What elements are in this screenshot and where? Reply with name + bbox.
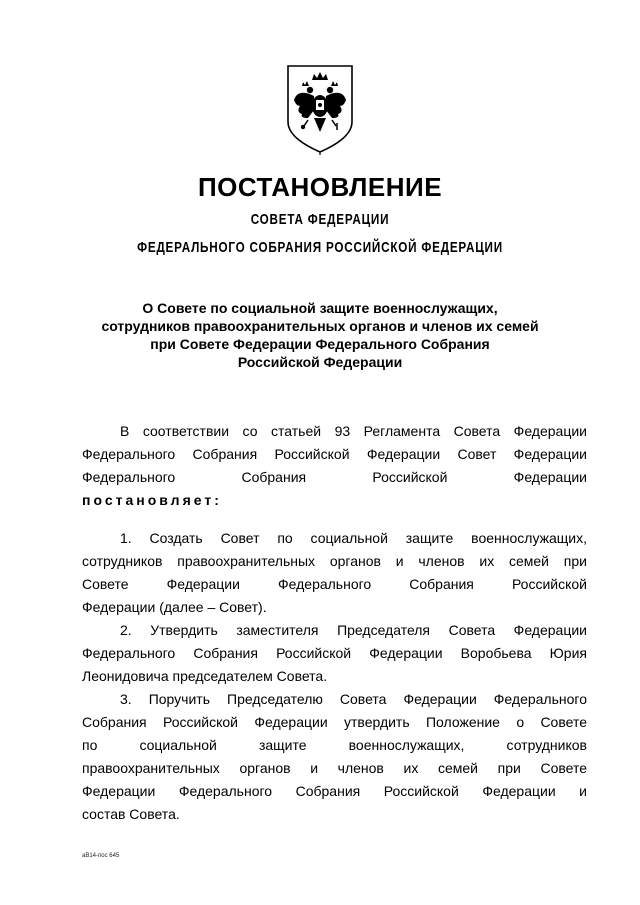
item-3-line: правоохранительных органов и членов их семей при Совете [82,760,587,776]
item-3-line: по социальной защите военнослужащих, сотрудников [82,737,587,753]
preamble-line: Федерального Собрания Российской Федерации Совет Федерации [82,446,587,462]
item-1-line: сотрудников правоохранительных органов и членов их семей при [82,553,587,569]
item-3-line: Федерации Федерального Собрания Российской Федерации и [82,783,587,799]
issuer-line-1: СОВЕТА ФЕДЕРАЦИИ [250,211,390,228]
item-2-line: Федерального Собрания Российской Федерации Воробьева Юрия [82,645,587,661]
item-2-line: 2. Утвердить заместителя Председателя Совета Федерации [120,622,587,638]
item-1-line: 1. Создать Совет по социальной защите военнослужащих, [120,530,587,546]
subject-line: О Совете по социальной защите военнослужащих, [142,300,498,316]
coat-of-arms-emblem [284,62,356,156]
document-title: ПОСТАНОВЛЕНИЕ [197,172,443,202]
issuer-line-2: ФЕДЕРАЛЬНОГО СОБРАНИЯ РОССИЙСКОЙ ФЕДЕРАЦИИ [137,239,503,256]
preamble-line: Федерального Собрания Российской Федерации [82,469,587,485]
item-2-line: Леонидовича председателем Совета. [82,668,328,684]
document-subject [60,299,580,371]
item-3-line: Собрания Российской Федерации утвердить Положение о Совете [82,714,587,730]
resolves-keyword: постановляет: [82,492,222,508]
item-1-line: Совете Федерации Федерального Собрания Российской [82,576,587,592]
subject-line: Российской Федерации [237,354,403,370]
preamble-line: В соответствии со статьей 93 Регламента Совета Федерации [120,423,587,439]
item-3-line: 3. Поручить Председателю Совета Федерации Федерального [120,691,587,707]
resolution-items [82,527,587,826]
item-1-line: Федерации (далее – Совет). [82,599,267,615]
preamble-paragraph [82,420,587,512]
subject-line: при Совете Федерации Федерального Собрания [150,336,490,352]
item-3-line: состав Совета. [82,806,180,822]
subject-line: сотрудников правоохранительных органов и членов их семей [101,318,539,334]
document-code: aB14-пос 645 [82,853,120,859]
